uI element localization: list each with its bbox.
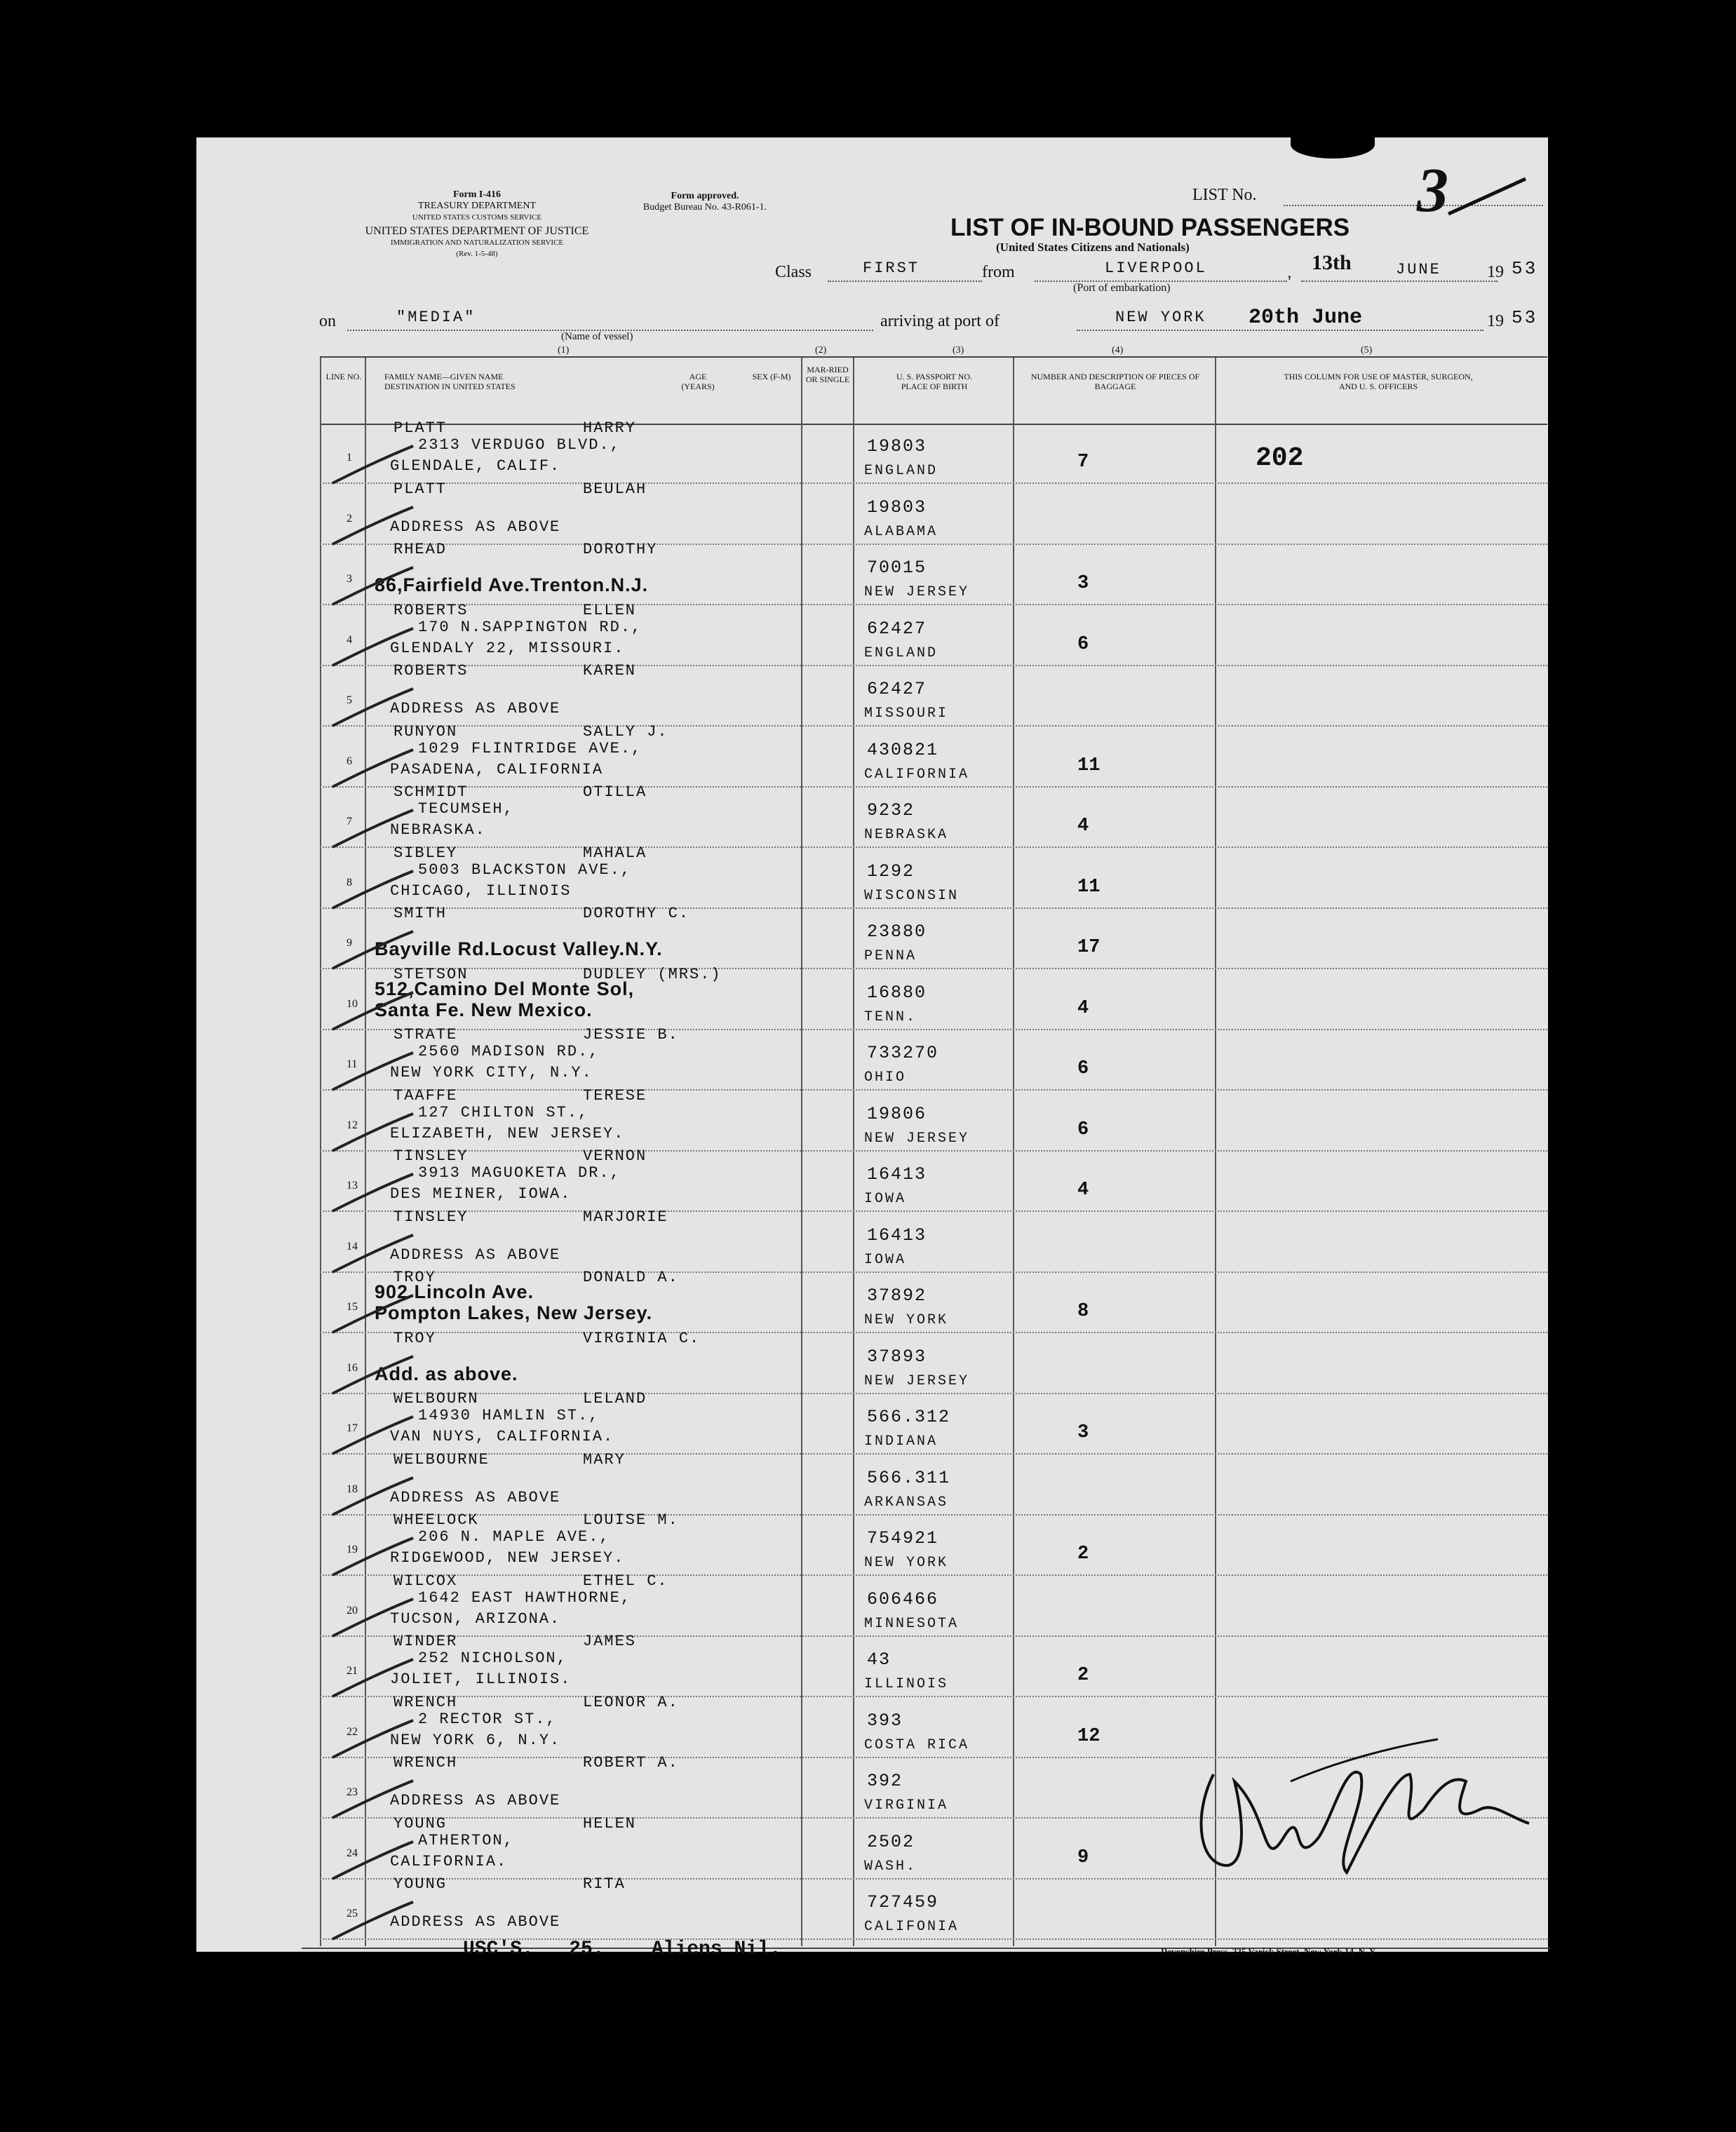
address-line-2: NEW YORK 6, N.Y. [390,1731,561,1749]
place-of-birth: MISSOURI [864,706,949,722]
list-no-stroke [1445,175,1529,217]
family-name: STRATE [393,1026,458,1044]
baggage-count: 3 [1077,1422,1089,1443]
passport-number: 430821 [867,739,939,760]
baggage-count: 12 [1077,1725,1101,1747]
given-name: MAHALA [583,844,647,862]
family-name: TINSLEY [393,1208,469,1226]
passport-number: 2502 [867,1831,915,1852]
address-line-2: NEW YORK CITY, N.Y. [390,1064,593,1081]
address-line-1: 14930 HAMLIN ST., [418,1407,600,1424]
table-row [320,601,1547,666]
line-number: 13 [346,1180,358,1192]
passport-number: 733270 [867,1043,939,1063]
passport-number: 19803 [867,497,927,518]
page-title: LIST OF IN-BOUND PASSENGERS [950,214,1350,241]
given-name: MARY [583,1450,626,1469]
col-header-sex: SEX (F-M) [752,372,791,382]
place-of-birth: INDIANA [864,1433,938,1450]
class-value: FIRST [863,259,920,277]
table-row [320,419,1547,484]
line-number: 16 [346,1361,358,1374]
line-number: 12 [346,1119,358,1131]
col-header-age: AGE (YEARS) [681,372,715,391]
baggage-count: 6 [1077,633,1089,655]
address-line-1: 252 NICHOLSON, [418,1649,567,1667]
given-name: LEONOR A. [583,1693,679,1711]
family-name: WELBOURNE [393,1450,490,1469]
address-line-2: 86,Fairfield Ave.Trenton.N.J. [375,574,649,595]
given-name: SALLY J. [583,722,668,741]
on-label: on [319,312,336,330]
officer-note: 202 [1256,443,1304,473]
address-line-2: VAN NUYS, CALIFORNIA. [390,1428,614,1445]
line-number: 17 [346,1422,358,1434]
place-of-birth: ENGLAND [864,645,938,661]
address-line-1: 1642 EAST HAWTHORNE, [418,1588,632,1607]
passport-number: 16880 [867,982,927,1003]
place-of-birth: CALIFONIA [864,1919,960,1935]
arriving-label: arriving at port of [880,312,1000,330]
col-header-baggage: NUMBER AND DESCRIPTION OF PIECES OF BAGGAGE [1030,372,1200,391]
address-line-2: ADDRESS AS ABOVE [390,700,561,717]
family-name: TINSLEY [393,1147,469,1165]
line-number: 9 [346,937,352,949]
place-of-birth: NEW YORK [864,1555,949,1571]
arrival-year-prefix: 19 [1487,312,1504,330]
place-of-birth: NEW JERSEY [864,1372,970,1389]
address-line-1: 206 N. MAPLE AVE., [418,1528,610,1546]
line-number: 14 [346,1240,358,1253]
passport-number: 62427 [867,618,927,639]
embark-label: (Port of embarkation) [1073,282,1171,294]
table-row [320,1633,1547,1697]
passport-number: 23880 [867,922,927,942]
table-top-border [320,356,1547,358]
address-line-2: Santa Fe. New Mexico. [375,999,593,1020]
line-number: 20 [346,1604,358,1617]
vessel-label: (Name of vessel) [561,331,633,342]
table-row [320,1450,1547,1516]
given-name: KAREN [583,662,637,680]
table-row [320,783,1547,848]
baggage-count: 17 [1077,937,1101,958]
from-value: LIVERPOOL [1105,259,1207,277]
col-header-married: MAR-RIED OR SINGLE [805,365,850,384]
place-of-birth: NEW JERSEY [864,1130,970,1147]
place-of-birth: CALIFORNIA [864,766,970,783]
family-name: RHEAD [393,541,448,558]
table-row [320,1572,1547,1637]
col-header-name-text: FAMILY NAME—GIVEN NAME [384,372,504,382]
place-of-birth: IOWA [864,1191,907,1207]
passport-number: 727459 [867,1892,939,1912]
table-row [320,1269,1547,1333]
col-header-line: LINE NO. [325,372,362,382]
given-name: LOUISE M. [583,1511,679,1529]
address-line-2: DES MEINER, IOWA. [390,1185,572,1203]
line-number: 25 [346,1908,358,1920]
family-name: YOUNG [393,1875,448,1893]
table-row [320,541,1547,605]
torn-edge [1291,130,1375,158]
address-line-2: PASADENA, CALIFORNIA [390,760,604,778]
family-name: WINDER [393,1633,458,1650]
line-number: 5 [346,694,352,706]
family-name: WRENCH [393,1754,458,1772]
table-row [320,1329,1547,1394]
family-name: SCHMIDT [393,783,469,801]
from-label: from [982,263,1015,281]
table-row [320,965,1547,1030]
address-line-2: CALIFORNIA. [390,1852,508,1870]
baggage-count: 8 [1077,1301,1089,1322]
baggage-count: 6 [1077,1119,1089,1140]
line-number: 8 [346,876,352,889]
baggage-count: 4 [1077,816,1089,837]
arrival-port: NEW YORK [1115,309,1206,326]
given-name: JAMES [583,1633,637,1650]
arrival-date: 20th June [1249,306,1363,330]
col-header-passport [864,372,1004,391]
line-number: 23 [346,1786,358,1798]
baggage-count: 3 [1077,573,1089,594]
passport-number: 70015 [867,558,927,578]
address-line-2: ADDRESS AS ABOVE [390,1913,561,1931]
family-name: WHEELOCK [393,1511,479,1529]
place-of-birth: NEBRASKA [864,827,949,843]
table-row [320,1511,1547,1576]
port-line [1077,330,1483,331]
line-number: 10 [346,997,358,1010]
table-row [320,1086,1547,1152]
passport-number: 43 [867,1649,891,1670]
family-name: STETSON [393,965,469,983]
given-name: DUDLEY (MRS.) [583,965,722,983]
family-name: ROBERTS [393,601,469,619]
comma: , [1287,263,1292,282]
given-name: JESSIE B. [583,1026,679,1044]
baggage-count: 7 [1077,452,1089,473]
given-name: DOROTHY C. [583,905,690,922]
family-name: ROBERTS [393,662,469,680]
given-name: DONALD A. [583,1269,679,1286]
given-name: MARJORIE [583,1208,668,1226]
passport-number: 62427 [867,679,927,699]
address-line-2: ADDRESS AS ABOVE [390,518,561,536]
table-row [320,1390,1547,1455]
given-name: ROBERT A. [583,1754,679,1772]
place-of-birth: NEW JERSEY [864,584,970,600]
depart-month: JUNE [1396,261,1441,278]
given-name: DOROTHY [583,541,658,558]
given-name: HELEN [583,1814,637,1833]
given-name: RITA [583,1875,626,1893]
line-number: 3 [346,573,352,585]
given-name: BEULAH [583,480,647,498]
passport-number: 393 [867,1710,903,1731]
col-header-officers: THIS COLUMN FOR USE OF MASTER, SURGEON, AND U. S. OFFICERS [1284,372,1473,391]
baggage-count: 4 [1077,997,1089,1019]
tally-check-mark [311,1901,417,1943]
col-header-birth-text: PLACE OF BIRTH [901,382,968,391]
baggage-count: 9 [1077,1847,1089,1868]
address-line-1: ATHERTON, [418,1831,514,1849]
passport-number: 566.312 [867,1407,951,1427]
year-prefix: 19 [1487,263,1504,281]
given-name: TERESE [583,1086,647,1105]
place-of-birth: ILLINOIS [864,1676,949,1692]
place-of-birth: NEW YORK [864,1312,949,1328]
officer-signature [1185,1732,1536,1894]
place-of-birth: IOWA [864,1251,907,1268]
given-name: OTILLA [583,783,647,801]
address-line-2: Add. as above. [375,1363,518,1384]
given-name: ETHEL C. [583,1572,668,1590]
address-line-2: NEBRASKA. [390,821,486,839]
line-number: 4 [346,633,352,646]
col-num-2: (2) [815,345,827,356]
family-name: PLATT [393,419,448,437]
depart-year: 53 [1512,258,1538,279]
table-row [320,722,1547,788]
passport-number: 1292 [867,861,915,882]
passport-number: 19806 [867,1103,927,1124]
col-num-5: (5) [1361,345,1373,356]
address-line-2: ADDRESS AS ABOVE [390,1488,561,1506]
address-line-2: Bayville Rd.Locust Valley.N.Y. [375,938,663,959]
place-of-birth: WASH. [864,1858,917,1875]
passport-number: 392 [867,1771,903,1791]
family-name: WRENCH [393,1693,458,1711]
address-line-1: 1029 FLINTRIDGE AVE., [418,739,642,757]
address-line-1: 2560 MADISON RD., [418,1043,600,1060]
family-name: SIBLEY [393,844,458,862]
line-number: 21 [346,1665,358,1677]
class-line [828,281,982,282]
address-line-1: TECUMSEH, [418,800,514,818]
passport-number: 566.311 [867,1467,951,1488]
place-of-birth: ENGLAND [864,463,938,479]
place-of-birth: VIRGINIA [864,1797,949,1814]
line-number: 7 [346,816,352,828]
family-name: RUNYON [393,722,458,741]
col-header-name [384,372,516,391]
address-line-1: 512,Camino Del Monte Sol, [375,978,635,999]
date-line [1301,281,1498,282]
passport-number: 37893 [867,1346,927,1367]
address-line-2: JOLIET, ILLINOIS. [390,1671,572,1688]
place-of-birth: ARKANSAS [864,1494,949,1511]
table-row [320,1147,1547,1212]
address-line-2: Pompton Lakes, New Jersey. [375,1302,653,1323]
address-line-1: 3913 MAGUOKETA DR., [418,1164,621,1182]
baggage-count: 11 [1077,876,1101,898]
passport-number: 19803 [867,436,927,457]
col-header-dest-text: DESTINATION IN UNITED STATES [384,382,516,391]
baggage-count: 2 [1077,1544,1089,1565]
line-number: 15 [346,1301,358,1313]
table-row [320,844,1547,909]
place-of-birth: COSTA RICA [864,1736,970,1753]
place-of-birth: PENNA [864,948,917,964]
given-name: LELAND [583,1390,647,1408]
list-no-label: LIST No. [1192,186,1257,204]
family-name: PLATT [393,480,448,498]
form-approval: Form approved. Budget Bureau No. 43-R061-1. [642,191,767,212]
family-name: TROY [393,1329,436,1347]
address-line-2: TUCSON, ARIZONA. [390,1610,561,1628]
address-line-2: ADDRESS AS ABOVE [390,1246,561,1264]
address-line-2: CHICAGO, ILLINOIS [390,882,572,900]
address-line-1: 2 RECTOR ST., [418,1710,557,1728]
col-num-4: (4) [1112,345,1124,356]
family-name: TROY [393,1269,436,1286]
depart-day: 13th [1312,251,1352,274]
list-no-value: 3 [1417,156,1448,225]
line-number: 11 [346,1058,358,1070]
place-of-birth: OHIO [864,1070,907,1086]
family-name: YOUNG [393,1814,448,1833]
address-line-1: 2313 VERDUGO BLVD., [418,436,621,454]
given-name: VERNON [583,1147,647,1165]
line-number: 22 [346,1725,358,1738]
address-line-1: 127 CHILTON ST., [418,1103,589,1121]
family-name: TAAFFE [393,1086,458,1105]
line-number: 1 [346,452,352,464]
printer-imprint: Devonshire Press, 225 Varick Street, New York 14, N. Y. [1161,1946,1378,1957]
passport-number: 16413 [867,1224,927,1246]
arrival-year: 53 [1512,307,1538,328]
place-of-birth: ALABAMA [864,523,938,540]
baggage-count: 11 [1077,755,1101,776]
passport-number: 9232 [867,800,915,821]
table-row [320,480,1547,545]
address-line-2: ADDRESS AS ABOVE [390,1792,561,1809]
class-label: Class [775,263,812,281]
line-number: 24 [346,1847,358,1859]
family-name: WILCOX [393,1572,458,1590]
line-number: 18 [346,1483,358,1495]
family-name: WELBOURN [393,1390,479,1408]
address-line-2: ELIZABETH, NEW JERSEY. [390,1124,625,1142]
table-row [320,905,1547,969]
passport-number: 606466 [867,1588,939,1610]
address-line-1: 5003 BLACKSTON AVE., [418,861,632,879]
form-agency-block: Form I-416 TREASURY DEPARTMENT UNITED STATES CUSTOMS SERVICE UNITED STATES DEPARTMENT OF JUSTICE IMMIGRATION AND NATURALIZATION SERVICE (Rev. 1-5-48) [365,189,589,258]
table-row [320,662,1547,727]
family-name: SMITH [393,905,448,922]
place-of-birth: TENN. [864,1008,917,1025]
passport-number: 16413 [867,1164,927,1185]
col-num-1: (1) [558,345,570,356]
passport-number: 37892 [867,1286,927,1306]
col-num-3: (3) [953,345,964,356]
passport-number: 754921 [867,1528,939,1549]
address-line-2: GLENDALY 22, MISSOURI. [390,639,625,657]
col-header-passport-text: U. S. PASSPORT NO. [896,372,972,382]
line-number: 19 [346,1544,358,1556]
line-number: 6 [346,755,352,767]
given-name: VIRGINIA C. [583,1329,701,1347]
address-line-1: 170 N.SAPPINGTON RD., [418,618,642,636]
address-line-2: GLENDALE, CALIF. [390,457,561,475]
vessel-name: "MEDIA" [396,309,476,326]
table-row [320,1026,1547,1091]
page-subtitle: (United States Citizens and Nationals) [996,241,1190,254]
baggage-count: 4 [1077,1180,1089,1201]
address-line-1: 902 Lincoln Ave. [375,1281,534,1302]
given-name: HARRY [583,419,637,437]
line-number: 2 [346,512,352,525]
given-name: ELLEN [583,601,637,619]
place-of-birth: MINNESOTA [864,1615,960,1632]
address-line-2: RIDGEWOOD, NEW JERSEY. [390,1549,625,1567]
table-row [320,1208,1547,1273]
baggage-count: 6 [1077,1058,1089,1079]
place-of-birth: WISCONSIN [864,887,960,904]
passenger-summary: USC'S. 25. Aliens Nil. [463,1938,781,1960]
baggage-count: 2 [1077,1665,1089,1686]
